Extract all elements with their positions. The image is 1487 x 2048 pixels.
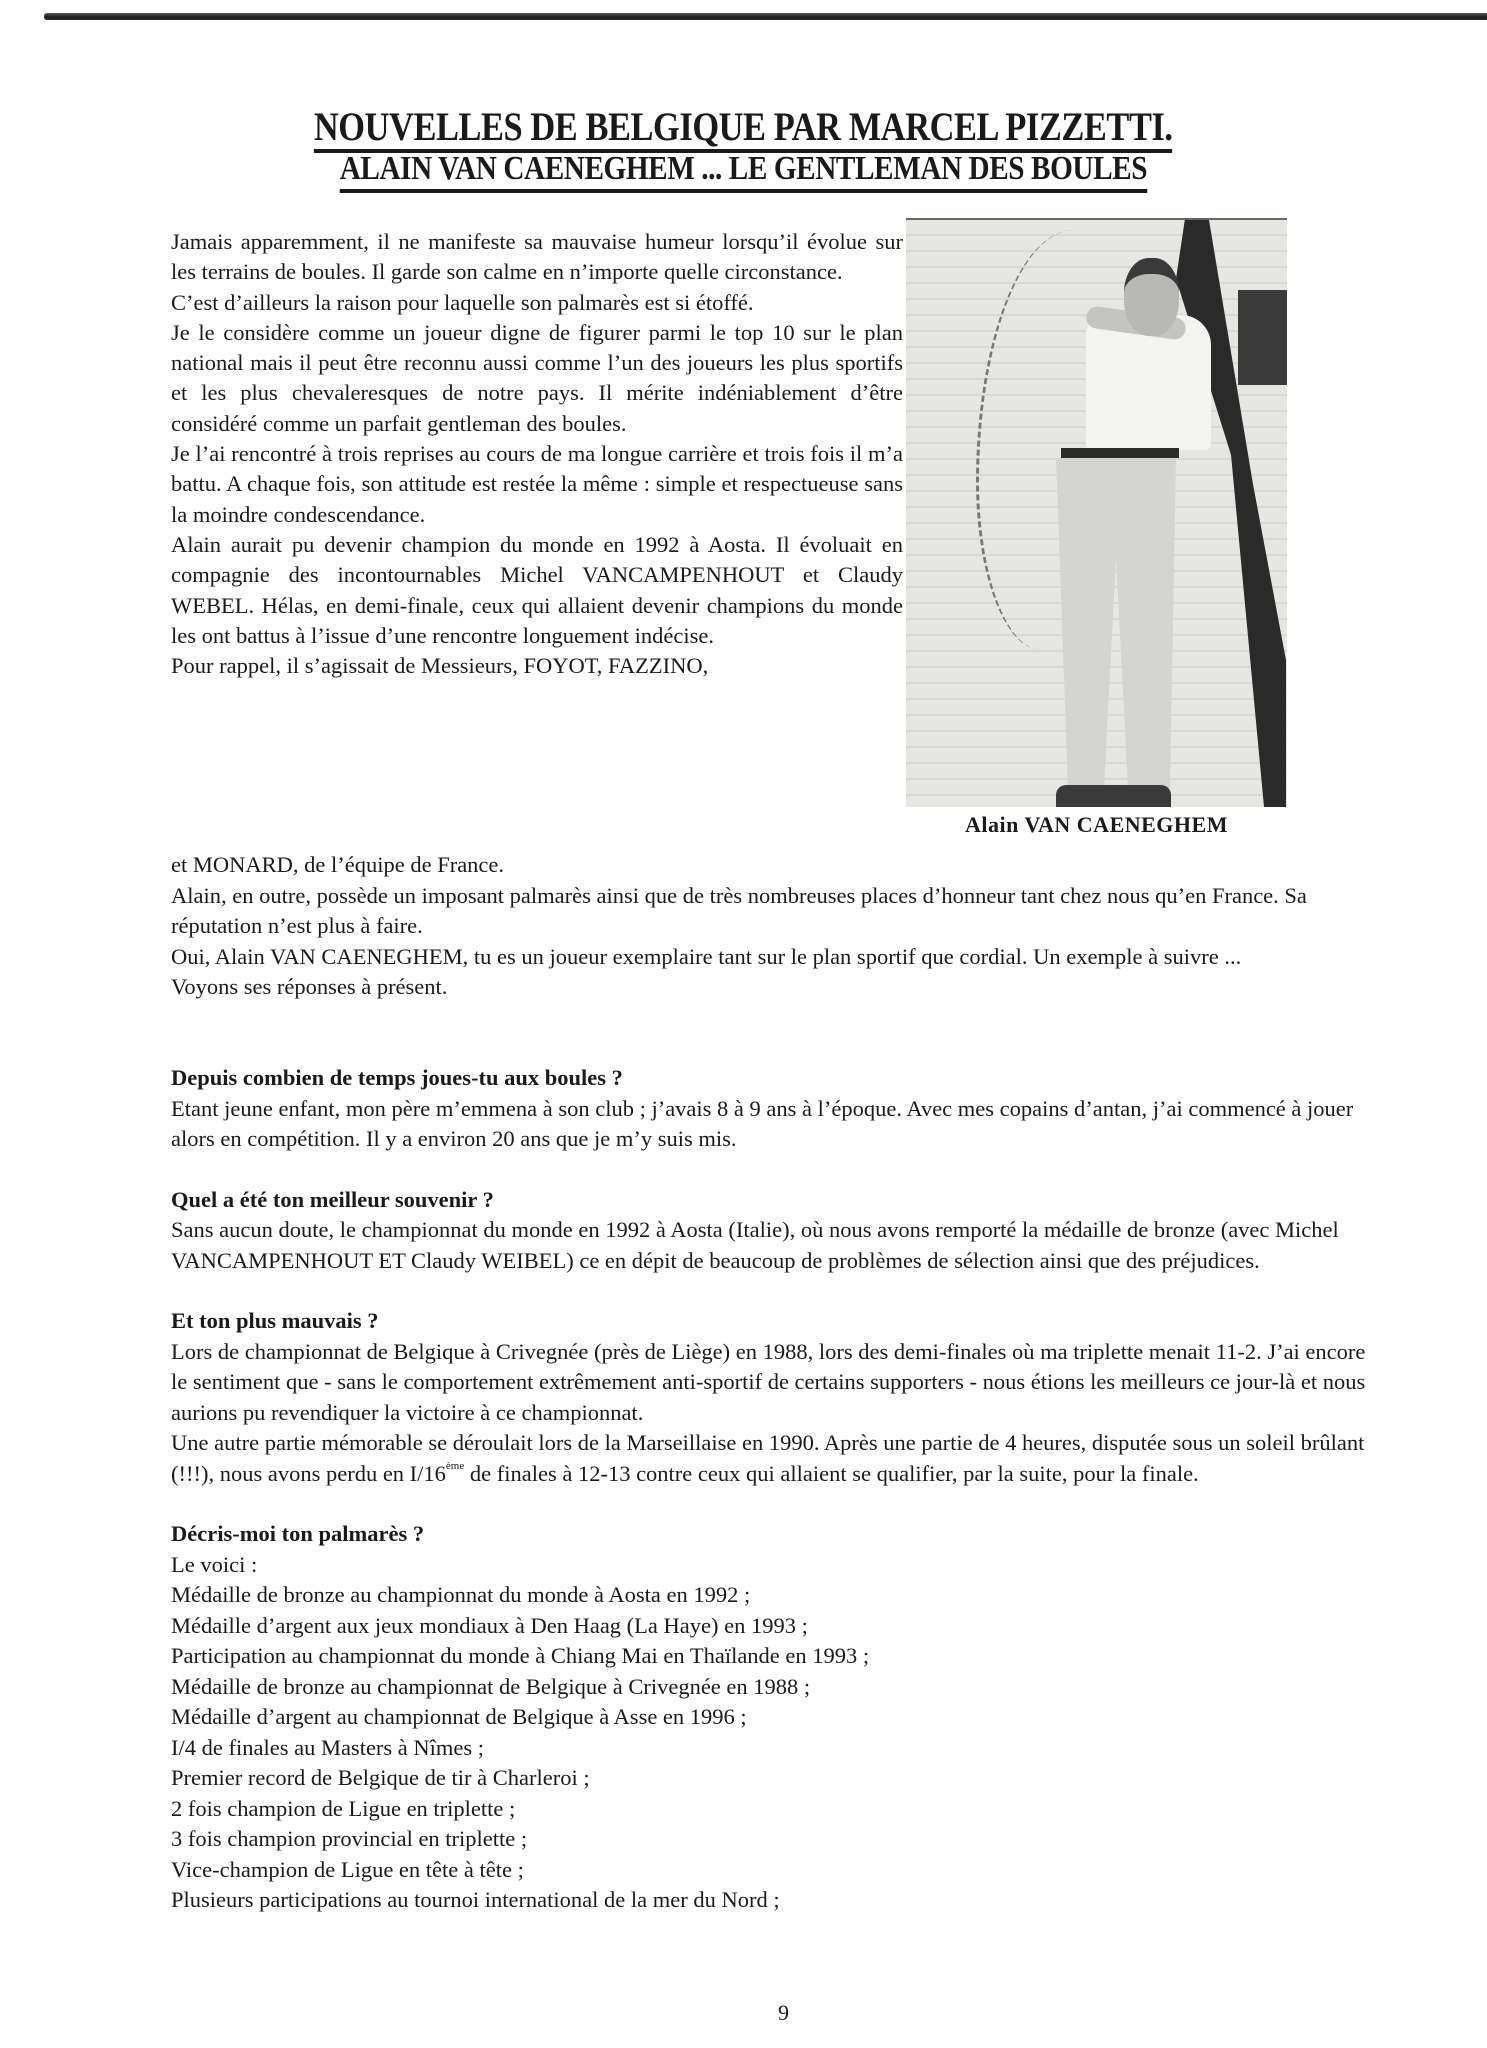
paragraph: Je le considère comme un joueur digne de figurer parmi le top 10 sur le plan national mais il peut être reconnu aussi comme l’un des joueurs les plus sportifs et les plus chevaleresques de notre pays. Il mérite indéniablement d’être considéré comme un parfait gentleman des boules.: [171, 319, 903, 436]
answer-3-part-2: Une autre partie mémorable se déroulait lors de la Marseillaise en 1990. Après une partie de 4 heures, disputée sous un soleil brûlant (!!!), nous avons perdu en I/16ème de finales à 12-13 contre ceux qui allaient se qualifier, par la suite, pour la finale.: [171, 1430, 1365, 1486]
page-title: NOUVELLES DE BELGIQUE PAR MARCEL PIZZETTI.: [0, 103, 1487, 153]
paragraph: Oui, Alain VAN CAENEGHEM, tu es un joueur exemplaire tant sur le plan sportif que cordial. Un exemple à suivre ...: [171, 943, 1242, 969]
palmares-item: 2 fois champion de Ligue en triplette ;: [171, 1795, 516, 1821]
intro-column: [171, 227, 903, 681]
palmares-item: I/4 de finales au Masters à Nîmes ;: [171, 1734, 485, 1760]
question-3: Et ton plus mauvais ?: [171, 1308, 379, 1333]
photo-shoes: [1056, 785, 1171, 807]
question-4: Décris-moi ton palmarès ?: [171, 1521, 425, 1546]
page-number: 9: [778, 2000, 789, 2025]
palmares-item: 3 fois champion provincial en triplette ;: [171, 1826, 528, 1851]
answer-2: Sans aucun doute, le championnat du monde en 1992 à Aosta (Italie), où nous avons remporté la médaille de bronze (avec Michel VANCAMPENHOUT ET Claudy WEIBEL) ce en dépit de beaucoup de problèmes de sélection ainsi que des préjudices.: [171, 1217, 1339, 1273]
palmares-item: Médaille de bronze au championnat du monde à Aosta en 1992 ;: [171, 1582, 751, 1607]
photo-head: [1124, 258, 1179, 336]
article-subtitle: ALAIN VAN CAENEGHEM ... LE GENTLEMAN DES BOULES: [0, 150, 1487, 193]
question-2: Quel a été ton meilleur souvenir ?: [171, 1186, 494, 1212]
interview: [171, 1063, 1371, 1916]
palmares-item: Plusieurs participations au tournoi international de la mer du Nord ;: [171, 1887, 780, 1912]
paragraph: C’est d’ailleurs la raison pour laquelle son palmarès est si étoffé.: [171, 289, 754, 315]
paragraph: Pour rappel, il s’agissait de Messieurs, FOYOT, FAZZINO,: [171, 653, 709, 679]
palmares-item: Médaille de bronze au championnat de Belgique à Crivegnée en 1988 ;: [171, 1673, 811, 1699]
intro-continued: [171, 850, 1371, 1003]
question-1: Depuis combien de temps joues-tu aux boules ?: [171, 1065, 623, 1090]
answer-3-part-1: Lors de championnat de Belgique à Crivegnée (près de Liège) en 1988, lors des demi-finales où ma triplette menait 11-2. J’ai encore le sentiment que - sans le comportement extrêmement anti-sportif de certains supporters - nous étions les meilleurs ce jour-là et nous aurions pu revendiquer la victoire à ce championnat.: [171, 1338, 1366, 1425]
palmares-item: Premier record de Belgique de tir à Charleroi ;: [171, 1765, 590, 1790]
paragraph: Alain, en outre, possède un imposant palmarès ainsi que de très nombreuses places d’honneur tant chez nous qu’en France. Sa réputation n’est plus à faire.: [171, 882, 1307, 938]
paragraph: Voyons ses réponses à présent.: [171, 974, 448, 999]
answer-4-intro: Le voici :: [171, 1551, 258, 1577]
paragraph: et MONARD, de l’équipe de France.: [171, 852, 505, 877]
answer-1: Etant jeune enfant, mon père m’emmena à son club ; j’avais 8 à 9 ans à l’époque. Avec mes copains d’antan, j’ai commencé à jouer alors en compétition. Il y a environ 20 ans que je m’y suis mis.: [171, 1095, 1354, 1151]
palmares-item: Participation au championnat du monde à Chiang Mai en Thaïlande en 1993 ;: [171, 1643, 870, 1668]
photo-scoreboard: [1238, 290, 1287, 385]
palmares-item: Médaille d’argent aux jeux mondiaux à Den Haag (La Haye) en 1993 ;: [171, 1612, 808, 1638]
paragraph: Alain aurait pu devenir champion du monde en 1992 à Aosta. Il évoluait en compagnie des incontournables Michel VANCAMPENHOUT et Claudy WEBEL. Hélas, en demi-finale, ceux qui allaient devenir champions du monde les ont battus à l’issue d’une rencontre longuement indécise.: [171, 531, 903, 648]
paragraph: Je l’ai rencontré à trois reprises au cours de ma longue carrière et trois fois il m’a battu. A chaque fois, son attitude est restée la même : simple et respectueuse sans la moindre condescendance.: [171, 441, 903, 527]
palmares-item: Médaille d’argent au championnat de Belgique à Asse en 1996 ;: [171, 1704, 747, 1729]
photo-caption: Alain VAN CAENEGHEM: [965, 812, 1228, 837]
photo-belt: [1061, 448, 1179, 458]
palmares-item: Vice-champion de Ligue en tête à tête ;: [171, 1856, 524, 1882]
player-photo: [906, 218, 1287, 807]
paragraph: Jamais apparemment, il ne manifeste sa mauvaise humeur lorsqu’il évolue sur les terrains de boules. Il garde son calme en n’importe quelle circonstance.: [171, 229, 903, 285]
top-rule: [44, 13, 1487, 20]
